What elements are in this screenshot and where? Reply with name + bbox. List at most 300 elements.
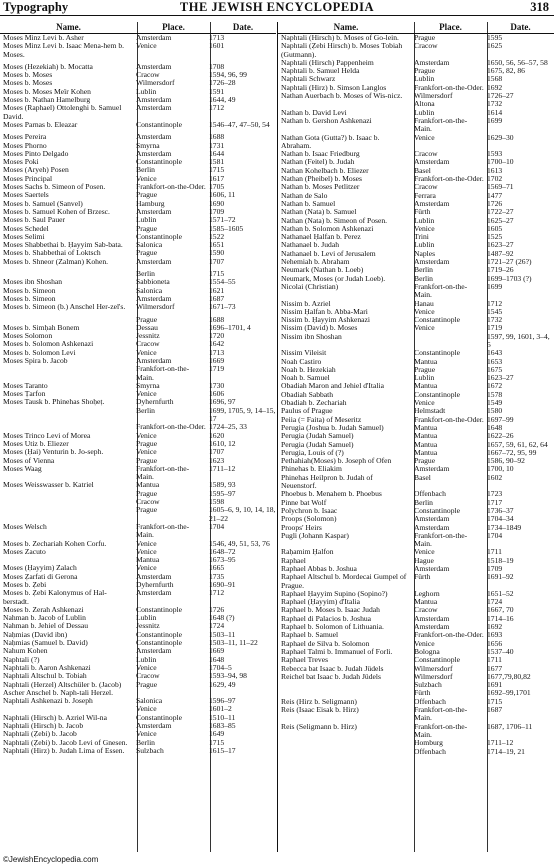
place: Constantinople	[136, 712, 182, 722]
date: 1687, 1706–11	[487, 721, 533, 731]
date: 1699–1703 (?)	[487, 273, 532, 283]
printer-name: Nathan (Nata) b. Samuel	[281, 207, 357, 217]
date: 1673–95	[209, 555, 236, 565]
right-name-header: Name.	[333, 22, 359, 32]
date: 1596–97	[209, 696, 236, 706]
left-date-header: Date.	[232, 22, 254, 32]
place: Mantua	[414, 356, 438, 366]
place: Sulzbach	[136, 745, 164, 755]
place: Fürth	[414, 207, 431, 217]
date: 1712	[487, 298, 503, 308]
right-place-header: Place.	[439, 22, 462, 32]
date: 1546–47, 47–50, 54	[209, 119, 270, 129]
printer-name: Nathan Gota (Gutta?) b. Isaac b. Abraham.	[281, 132, 380, 150]
right-date-header: Date.	[510, 22, 531, 32]
printer-name: Obadiah b. Zechariah	[281, 398, 347, 408]
place: Berlin	[136, 165, 155, 175]
printer-name: Nissim Ḥalfan b. Abba-Mari	[281, 306, 368, 316]
place: Frankfort-on-the-Main.	[136, 463, 190, 482]
place: Bologna	[414, 646, 440, 656]
place: Constantinople	[136, 231, 182, 241]
printer-name: Moses Minz Levi b. Asher	[3, 33, 84, 42]
printer-name: Moses Saertels	[3, 190, 49, 200]
date: 1656	[487, 638, 503, 648]
date: 1648 (?)	[209, 613, 235, 623]
place: Mantua	[414, 431, 438, 441]
date: 1591	[209, 86, 225, 96]
printer-name: Polychron b. Isaac	[281, 505, 338, 515]
page-number: 318	[530, 0, 549, 14]
date: 1707	[209, 256, 225, 266]
printer-name: Obadiah Maron and Jehiel d'Italia	[281, 381, 385, 391]
place: Naples	[414, 248, 436, 258]
place: Mantua	[414, 447, 438, 457]
date: 1629–30	[487, 132, 514, 142]
date: 1595	[487, 33, 503, 42]
printer-name: Moses Trinco Levi of Morea	[3, 430, 91, 440]
date: 1605	[487, 223, 503, 233]
printer-name: Moses Principal	[3, 173, 53, 183]
date: 1719	[209, 364, 225, 374]
printer-name: Moses b. Moses	[3, 70, 53, 80]
date: 1713	[209, 33, 225, 42]
table-row	[0, 747, 276, 755]
printer-name: Perugia (Joshua b. Judah Samuel)	[281, 422, 384, 432]
place: Frankfort-on-the-Oder.	[414, 174, 484, 184]
place: Mantua	[414, 381, 438, 391]
date: 1648–72	[209, 546, 236, 556]
printer-name: Nathanael b. Levi of Jerusalem	[281, 248, 376, 258]
date: 1711	[487, 547, 502, 557]
printer-name: Moses b. Nathan Hamelburg	[3, 95, 91, 105]
date: 1594, 96, 99	[209, 70, 247, 80]
place: Frankfort-on-the-Oder.	[414, 414, 484, 424]
place: Frankfort-on-the-Main.	[136, 364, 190, 382]
place: Amsterdam	[136, 33, 172, 42]
printer-name: Moses b. Samuel (Sanvel)	[3, 198, 83, 208]
printer-name: Noah b. Hezekiah	[281, 364, 336, 374]
date: 1593	[487, 149, 503, 159]
date: 1700, 10	[487, 464, 514, 474]
place: Prague	[136, 223, 158, 233]
place: Venice	[414, 323, 435, 333]
date: 1711–12	[209, 463, 236, 473]
date: 1643	[487, 348, 503, 358]
date: 1705	[209, 182, 225, 192]
place: Helmstadt	[414, 406, 446, 416]
table-row	[278, 134, 554, 151]
printer-name: Nathan de Salo	[281, 190, 328, 200]
printer-name: Moses b. Simeon	[3, 285, 56, 295]
place: Dyhernfurth	[136, 397, 174, 407]
printer-name: Moses (Aryeh) Posen	[3, 165, 69, 175]
place: Amsterdam	[136, 355, 172, 365]
date: 1665	[209, 563, 225, 573]
place: Amsterdam	[414, 564, 450, 573]
date: 1708	[209, 61, 225, 71]
date: 1709	[209, 206, 225, 216]
place: Lublin	[136, 86, 157, 96]
printer-name: Nathan b. Gershon Ashkenazi	[281, 115, 372, 125]
printer-name: Perugia (Judah Samuel)	[281, 439, 354, 449]
printer-name: Nathan b. Samuel	[281, 198, 336, 208]
printer-name: Perugia (Judah Samuel)	[281, 431, 354, 441]
place: Cracow	[136, 339, 160, 349]
place: Prague	[136, 190, 158, 200]
printer-name: Reis (Hirz b. Seligmann)	[281, 696, 357, 706]
place	[412, 333, 485, 350]
place: Prague	[136, 505, 158, 515]
date: 1715	[209, 737, 225, 747]
printer-name: Moses b. Ẓebi	[3, 580, 47, 589]
printer-name: Naphtali (Ẓebi) b. Jacob Levi of Gnesen.	[3, 737, 128, 747]
place: Mantua	[414, 422, 438, 432]
date: 1613	[487, 165, 503, 175]
date: 1692–99,1701	[487, 688, 531, 698]
place: Dyhernfurth	[136, 580, 174, 589]
printer-name: Nathanael b. Judah	[281, 240, 339, 250]
date: 1657, 59, 61, 62, 64	[487, 439, 548, 449]
date: 1709	[487, 564, 503, 573]
printer-name: Moses ibn Shoshan	[3, 277, 63, 287]
date: 1675, 82, 86	[487, 66, 525, 76]
place: Frankfort-on-the-Oder.	[136, 182, 206, 192]
place: Constantinople	[414, 315, 460, 325]
date: 1704–5	[209, 662, 232, 672]
printer-name: Naphtali b. Aaron Ashkenazi	[3, 662, 91, 672]
place: Prague	[136, 438, 158, 448]
printer-name: Rebecca bat Isaac b. Judah Jüdels	[281, 663, 384, 673]
journal-title: THE JEWISH ENCYCLOPEDIA	[179, 0, 375, 14]
printer-name: Moses Zacuto	[3, 546, 46, 556]
place: Homburg	[414, 738, 443, 748]
place: Venice	[414, 223, 435, 233]
table-row	[278, 333, 554, 350]
date: 1568	[487, 74, 503, 84]
printer-name: Reis (Isaac Eisak b. Hirz)	[281, 705, 359, 715]
place: Constantinople	[136, 638, 182, 648]
place: Amsterdam	[136, 571, 172, 581]
place: Offenbach	[414, 489, 446, 499]
printer-name: Raphael di Palacios b. Joshua	[281, 613, 372, 623]
place: Amsterdam	[136, 646, 172, 656]
date: 1554–55	[209, 277, 236, 287]
printer-name: Moses Waag	[3, 463, 42, 473]
printer-name: Moses b. Moses	[3, 78, 53, 88]
printer-name: Nathanael Ḥalfan b. Perez	[281, 232, 361, 242]
date: 1667–72, 95, 99	[487, 447, 537, 457]
date: 1713	[209, 347, 225, 357]
place: Amsterdam	[136, 103, 172, 113]
printer-name: Naphtali Ashkenazi b. Joseph	[3, 696, 93, 706]
place: Salonica	[136, 285, 163, 295]
date: 1730	[209, 380, 225, 390]
date: 1606	[209, 389, 225, 399]
printer-name: Raphael Treves	[281, 655, 329, 665]
place: Lublin	[136, 215, 157, 225]
printer-name: Obadiah Sabbath	[281, 389, 334, 399]
date: 1597, 99, 1601, 3–4, 5	[487, 331, 550, 349]
printer-name: Moses b. Simeon (b.) Anschel Her-zel's.	[3, 302, 126, 312]
date: 1732	[487, 315, 503, 325]
printer-name: Nissim (David) b. Moses	[281, 323, 358, 333]
date: 1622–26	[487, 431, 514, 441]
date: 1690–91	[209, 580, 236, 589]
place: Offenbach	[414, 746, 446, 756]
date: 1699, 1705, 9, 14–15, 17	[209, 405, 276, 424]
left-column	[0, 33, 276, 755]
place: Amsterdam	[414, 464, 450, 474]
place: Constantinople	[136, 629, 182, 639]
printer-name: Moses b. Solomon Ashkenazi	[3, 339, 94, 349]
printer-name: Moses b. Shneor (Zalman) Kohen.	[3, 256, 109, 266]
date: 1598	[209, 497, 225, 507]
printer-name: Moses b. Ẓebi Kalonymus of Hal-berstadt.	[3, 588, 107, 606]
printer-name: Reis (Seligmann b. Hirz)	[281, 721, 357, 731]
place: Sabbioneta	[136, 277, 170, 287]
place: Wilmersdorf	[136, 302, 175, 312]
date: 1667, 70	[487, 605, 514, 615]
place: Amsterdam	[136, 206, 172, 216]
place: Lublin	[414, 240, 435, 250]
place: Mantua	[136, 555, 160, 565]
printer-name: Pinne bat Wolf	[281, 497, 327, 507]
printer-name: Naphtali Schwarz	[281, 74, 336, 84]
printer-name: Raphael (Ḥayyim) d'Italia	[281, 597, 360, 607]
place: Prague	[136, 314, 158, 324]
printer-name: Raphael de Silva b. Solomon	[281, 638, 370, 648]
place: Constantinople	[414, 389, 460, 399]
date: 1518–19	[487, 555, 514, 565]
printer-name: Moses b. Solomon Levi	[3, 347, 76, 357]
table-row	[0, 121, 276, 129]
printer-name: Moses Utiz b. Eliezer	[3, 438, 69, 448]
printer-name: Nissim ibn Shoshan	[281, 331, 342, 341]
printer-name: Moses Parnas b. Eleazar	[3, 119, 78, 129]
printer-name: Moses of Vienna	[3, 455, 55, 465]
printer-name: Naphtali (Hirsch) b. Jacob	[3, 721, 84, 731]
right-column	[278, 33, 554, 756]
printer-name: Proops (Solomon)	[281, 514, 337, 524]
printer-name: Moses Ẓarfati di Gerona	[3, 571, 78, 581]
place: Mantua	[414, 597, 438, 607]
place: Amsterdam	[136, 95, 172, 105]
printer-name: Paulus of Prague	[281, 406, 333, 416]
date: 1726–27	[487, 91, 514, 101]
printer-name: Moses Ṭarfon	[3, 389, 46, 399]
date: 1648	[209, 654, 225, 664]
place: Wilmersdorf	[414, 671, 453, 681]
place: Wilmersdorf	[414, 663, 453, 673]
date: 1620	[209, 430, 225, 440]
place: Cracow	[414, 149, 438, 159]
place: Venice	[414, 547, 435, 557]
printer-name	[0, 365, 134, 382]
printer-name: Phinehas Heilpron b. Judah of Neuenstorf.	[281, 472, 373, 491]
printer-name: Noah b. Samuel	[281, 373, 330, 383]
place: Jessnitz	[136, 621, 160, 631]
date: 1589, 93	[209, 480, 236, 490]
printer-name: Nehemiah b. Abraham	[281, 257, 350, 267]
place: Jessnitz	[136, 331, 160, 341]
date: 1704	[487, 530, 503, 540]
place: Amsterdam	[136, 293, 172, 303]
printer-name: Raphael Talmi b. Immanuel of Forli.	[281, 646, 393, 656]
date: 1669	[209, 355, 225, 365]
printer-name: Moses Weisswasser b. Katriel	[3, 480, 94, 490]
place: Amsterdam	[414, 622, 450, 632]
place: Smyrna	[136, 380, 160, 390]
date: 1690	[209, 198, 225, 208]
place: Frankfort-on-the-Oder.	[414, 82, 484, 92]
date: 1691–92	[487, 572, 514, 582]
printer-name: Naḥmias (David ibn)	[3, 629, 68, 639]
table-row	[278, 117, 554, 134]
date: 1687	[209, 293, 225, 303]
printer-name: Neumark, Moses (or Judah Loeb).	[281, 273, 386, 283]
section-title: Typography	[3, 0, 69, 14]
printer-name: Moses Pereira	[3, 132, 47, 142]
header-rule	[0, 15, 554, 16]
date: 1590	[209, 248, 225, 258]
printer-name: Moses b. Zechariah Kohen Corfu.	[3, 538, 107, 548]
place: Amsterdam	[136, 61, 172, 71]
date: 1623	[209, 455, 225, 465]
date: 1644	[209, 148, 225, 158]
date: 1696, 97	[209, 397, 236, 407]
place: Amsterdam	[414, 613, 450, 623]
date: 1723	[487, 489, 503, 499]
printer-name: Raphael Altschul b. Mordecai Gumpel of Prague.	[281, 572, 407, 590]
place: Frankfort-on-the-Main.	[414, 721, 468, 739]
place: Frankfort-on-the-Main.	[414, 281, 468, 300]
printer-name: Raphael	[281, 555, 306, 565]
table-row	[278, 573, 554, 590]
table-row	[278, 723, 554, 740]
printer-name: Naphtali Altschul b. Tobiah	[3, 671, 87, 681]
printer-name: Nathan b. Moses Petlitzer	[281, 182, 360, 192]
table-row	[278, 748, 554, 756]
date: 1696–1701, 4	[209, 322, 251, 332]
place: Constantinople	[136, 604, 182, 614]
place: Cracow	[414, 41, 438, 51]
date: 1617	[209, 173, 225, 183]
place: Berlin	[414, 265, 433, 275]
place: Constantinople	[414, 348, 460, 358]
place: Venice	[414, 398, 435, 408]
date: 1720	[209, 331, 225, 341]
printer-name: Moses (Hezekiah) b. Mocatta	[3, 61, 93, 71]
place: Venice	[136, 447, 157, 457]
date: 1601	[209, 41, 225, 51]
place: Amsterdam	[136, 256, 172, 266]
printer-name: Naḥmias (Samuel b. David)	[3, 638, 88, 648]
place: Amsterdam	[414, 257, 450, 267]
printer-name: Neumark (Nathan b. Loeb)	[281, 265, 364, 275]
place: Trini	[414, 232, 429, 242]
printer-name: Reichel bat Isaac b. Judah Jüdels	[281, 671, 381, 681]
date: 1595–97	[209, 488, 236, 498]
printer-name: Moses b. Saul Pauer	[3, 215, 66, 225]
printer-name: Raphael b. Samuel	[281, 630, 339, 640]
printer-name: Moses Tausk b. Phinehas Shoḥeṭ.	[3, 397, 105, 407]
printer-name: Perugia, Louis of (?)	[281, 447, 344, 457]
date: 1714–19, 21	[487, 746, 525, 756]
place: Cracow	[414, 605, 438, 615]
date: 1712	[209, 103, 225, 113]
date: 1651	[209, 240, 225, 250]
printer-name: Moses b. Samuel Kohen of Brzesc.	[3, 206, 110, 216]
date: 1704–34	[487, 514, 514, 524]
place: Venice	[136, 546, 157, 556]
printer-name: Moses (Ḥayyim) Zalach	[3, 563, 77, 573]
printer-name: Raphael Ḥayyim Supino (Sopino?)	[281, 588, 388, 598]
printer-name: Moses b. Simeon	[3, 293, 56, 303]
place: Prague	[136, 248, 158, 258]
place: Salonica	[136, 240, 163, 250]
date: 1724	[209, 621, 225, 631]
place: Cracow	[136, 70, 160, 80]
printer-name: Nathan (Nata) b. Simeon of Posen.	[281, 215, 388, 225]
date: 1605–6, 9, 10, 14, 18, 21–22	[209, 505, 276, 523]
printer-name	[278, 748, 412, 756]
date: 1732	[487, 99, 503, 109]
date: 1615–17	[209, 745, 236, 755]
place: Amsterdam	[414, 514, 450, 524]
date: 1625	[487, 41, 503, 51]
place: Amsterdam	[136, 148, 172, 158]
date: 1503–11, 11–22	[209, 638, 258, 648]
date: 1578	[487, 389, 503, 399]
printer-name: Raphael b. Moses b. Isaac Judah	[281, 605, 380, 615]
date: 1569–71	[487, 182, 514, 192]
date: 1712	[209, 588, 225, 598]
place: Venice	[136, 389, 157, 399]
printer-name: Nahum Kohen	[3, 646, 48, 656]
date: 1692	[487, 82, 503, 92]
date: 1697–99	[487, 414, 514, 424]
printer-name	[0, 498, 134, 506]
printer-name: Moses b. Simḥah Bonem	[3, 322, 80, 332]
place: Leghorn	[414, 588, 440, 598]
table-row	[278, 42, 554, 59]
printer-name: Nicolai (Christian)	[281, 281, 339, 291]
date: 1648	[487, 422, 503, 432]
place: Cracow	[136, 671, 160, 681]
printer-name: Naphtali (Herzel) Altschüler b. (Jacob) Ascher Anschel b. Naph-tali Herzel.	[3, 679, 122, 697]
date: 1503–11	[209, 629, 236, 639]
place: Venice	[414, 132, 435, 142]
place: Sulzbach	[414, 680, 442, 690]
date: 1653	[487, 356, 503, 366]
printer-name: Nahman b. Jehiel of Dessau	[3, 621, 88, 631]
date: 1736–37	[487, 505, 514, 515]
printer-name: Moses Selimi	[3, 231, 45, 241]
place: Berlin	[136, 269, 155, 279]
date: 1722–27	[487, 207, 514, 217]
printer-name: Moses Poki	[3, 157, 39, 167]
date: 1642	[209, 339, 225, 349]
table-row	[278, 474, 554, 491]
printer-name: Peiia (= Faita) of Meseritz	[281, 414, 362, 424]
place: Basel	[414, 165, 431, 175]
printer-name	[0, 506, 134, 523]
place: Fürth	[414, 688, 431, 698]
printer-name: Nathan Kohelbach b. Eliezer	[281, 165, 369, 175]
table-row	[0, 523, 276, 540]
table-row	[278, 706, 554, 723]
date: 1715	[209, 269, 225, 279]
